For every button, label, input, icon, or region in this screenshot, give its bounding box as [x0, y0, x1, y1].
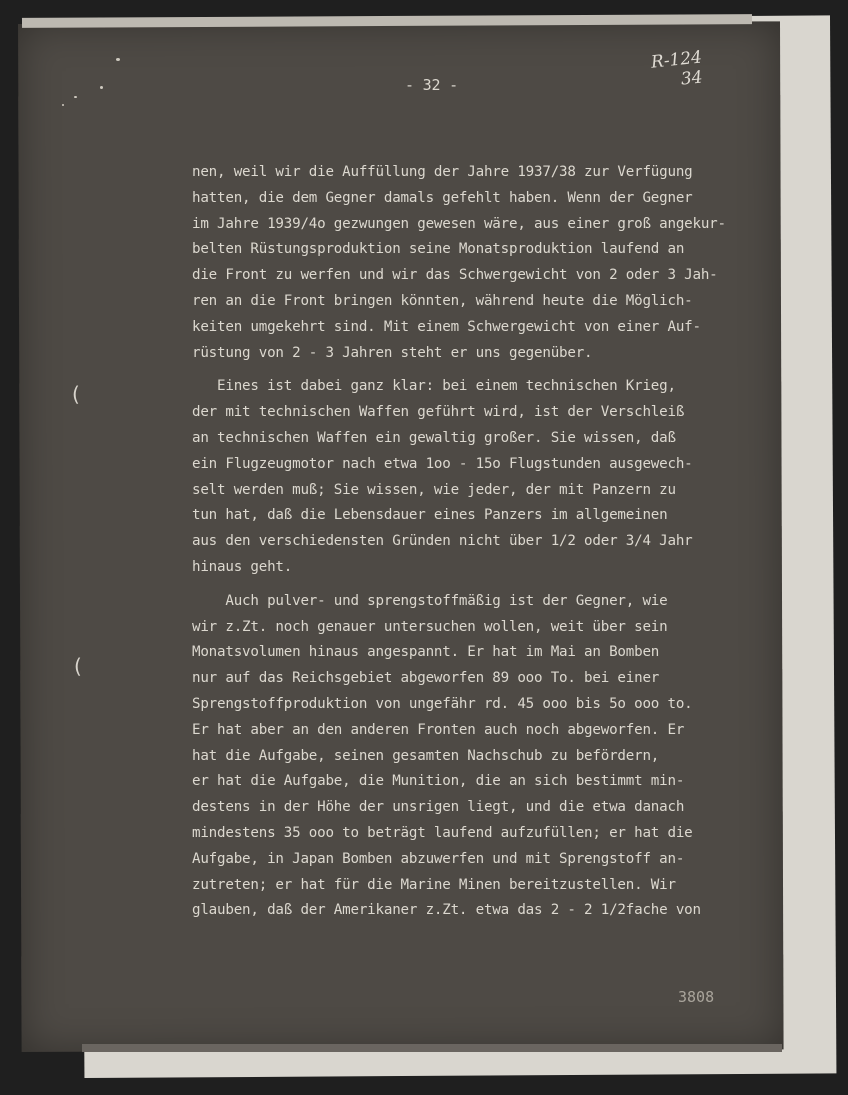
- text-line: der mit technischen Waffen geführt wird, ist der Verschleiß: [192, 404, 685, 421]
- page-bottom-edge: [82, 1044, 782, 1052]
- text-line: keiten umgekehrt sind. Mit einem Schwergewicht von einer Auf-: [192, 318, 701, 335]
- text-line: im Jahre 1939/4o gezwungen gewesen wäre, aus einer groß angekur-: [192, 215, 726, 232]
- text-line: tun hat, daß die Lebensdauer eines Panzers im allgemeinen: [192, 507, 668, 524]
- dust-speck: [74, 96, 77, 98]
- paragraph-gap: [192, 366, 772, 374]
- paragraph: [192, 374, 772, 580]
- archive-reference-line2: 34: [679, 67, 704, 90]
- text-line: mindestens 35 ooo to beträgt laufend aufzufüllen; er hat die: [192, 824, 693, 841]
- text-line: Eines ist dabei ganz klar: bei einem technischen Krieg,: [192, 378, 676, 395]
- text-line: glauben, daß der Amerikaner z.Zt. etwa das 2 - 2 1/2fache von: [192, 902, 701, 919]
- stamped-document-number: 3808: [678, 988, 715, 1006]
- body-text: [192, 160, 772, 924]
- text-line: die Front zu werfen und wir das Schwergewicht von 2 oder 3 Jah-: [192, 267, 718, 284]
- text-line: ren an die Front bringen könnten, während heute die Möglich-: [192, 292, 693, 309]
- text-line: wir z.Zt. noch genauer untersuchen wollen, weit über sein: [192, 618, 668, 635]
- text-line: Auch pulver- und sprengstoffmäßig ist der Gegner, wie: [192, 592, 668, 609]
- text-line: rüstung von 2 - 3 Jahren steht er uns gegenüber.: [192, 344, 593, 361]
- text-line: hat die Aufgabe, seinen gesamten Nachschub zu befördern,: [192, 747, 660, 764]
- text-line: Er hat aber an den anderen Fronten auch noch abgeworfen. Er: [192, 721, 685, 738]
- text-line: nur auf das Reichsgebiet abgeworfen 89 ooo To. bei einer: [192, 670, 660, 687]
- text-line: aus den verschiedensten Gründen nicht über 1/2 oder 3/4 Jahr: [192, 533, 693, 550]
- paragraph-gap: [192, 581, 772, 589]
- archive-reference-line1: R-124: [650, 47, 703, 73]
- paragraph: [192, 160, 772, 366]
- paragraph: [192, 589, 772, 924]
- text-line: Sprengstoffproduktion von ungefähr rd. 45 ooo bis 5o ooo to.: [192, 695, 693, 712]
- text-line: ein Flugzeugmotor nach etwa 1oo - 15o Flugstunden ausgewech-: [192, 455, 693, 472]
- handwritten-archive-reference: [650, 47, 705, 92]
- text-line: zutreten; er hat für die Marine Minen bereitzustellen. Wir: [192, 876, 676, 893]
- punch-hole-mark: (: [74, 654, 82, 678]
- dust-speck: [100, 86, 103, 89]
- text-line: nen, weil wir die Auffüllung der Jahre 1937/38 zur Verfügung: [192, 164, 693, 180]
- text-line: Aufgabe, in Japan Bomben abzuwerfen und mit Sprengstoff an-: [192, 850, 685, 867]
- text-line: hatten, die dem Gegner damals gefehlt haben. Wenn der Gegner: [192, 189, 693, 206]
- text-line: destens in der Höhe der unsrigen liegt, und die etwa danach: [192, 799, 685, 816]
- dust-speck: [116, 58, 120, 61]
- text-line: Monatsvolumen hinaus angespannt. Er hat im Mai an Bomben: [192, 644, 660, 661]
- text-line: hinaus geht.: [192, 558, 293, 575]
- dust-speck: [62, 104, 64, 106]
- text-line: belten Rüstungsproduktion seine Monatsproduktion laufend an: [192, 241, 685, 258]
- text-line: selt werden muß; Sie wissen, wie jeder, der mit Panzern zu: [192, 481, 676, 498]
- page-number: - 32 -: [405, 76, 458, 94]
- punch-hole-mark: (: [72, 382, 80, 406]
- text-line: an technischen Waffen ein gewaltig großer. Sie wissen, daß: [192, 429, 676, 446]
- text-line: er hat die Aufgabe, die Munition, die an sich bestimmt min-: [192, 773, 685, 790]
